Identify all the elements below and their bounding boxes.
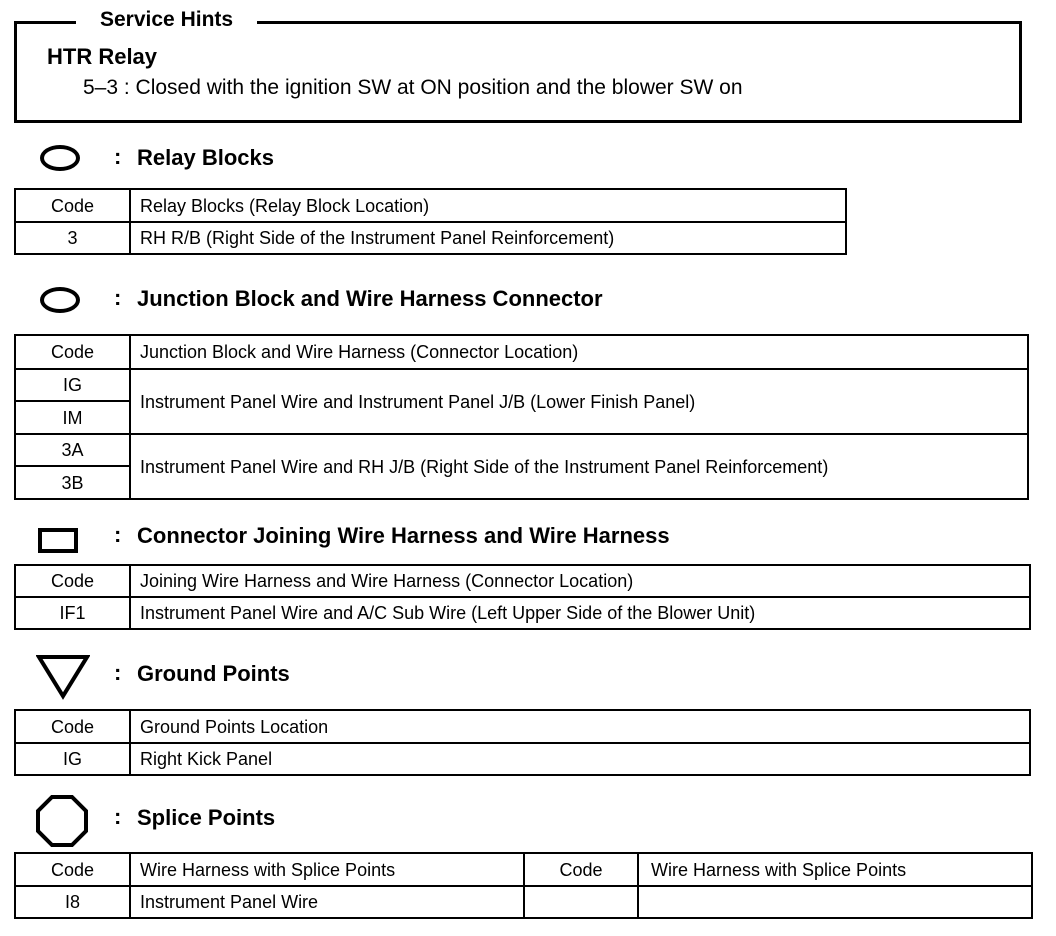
row-desc: Instrument Panel Wire and RH J/B (Right Side of the Instrument Panel Reinforcement) [130, 434, 1028, 499]
table-header-row [15, 710, 1030, 743]
header-code: Code [15, 565, 130, 597]
header-code: Code [15, 853, 130, 886]
section-colon: : [114, 285, 122, 310]
table-row [15, 434, 1028, 466]
row-desc-2 [638, 886, 1032, 918]
row-code: 3B [15, 466, 130, 499]
table-header-row [15, 565, 1030, 597]
header-code: Code [15, 189, 130, 222]
oval-icon [40, 287, 80, 313]
row-code-2 [524, 886, 638, 918]
row-code: IM [15, 401, 130, 434]
header-desc-2: Wire Harness with Splice Points [638, 853, 1032, 886]
header-desc: Ground Points Location [130, 710, 1030, 743]
header-desc: Junction Block and Wire Harness (Connector Location) [130, 335, 1028, 369]
connector-table [14, 564, 1031, 630]
section-colon: : [114, 144, 122, 169]
rectangle-icon [38, 528, 78, 553]
header-code: Code [15, 335, 130, 369]
table-header-row [15, 853, 1032, 886]
splice-points-table [14, 852, 1033, 919]
header-desc: Joining Wire Harness and Wire Harness (Connector Location) [130, 565, 1030, 597]
service-hints-box [14, 21, 1022, 123]
row-code: 3A [15, 434, 130, 466]
section-colon: : [114, 804, 122, 829]
junction-block-table [14, 334, 1029, 500]
relay-blocks-table [14, 188, 847, 255]
row-desc: Instrument Panel Wire and A/C Sub Wire (Left Upper Side of the Blower Unit) [130, 597, 1030, 629]
header-desc: Relay Blocks (Relay Block Location) [130, 189, 846, 222]
row-desc: Instrument Panel Wire [130, 886, 524, 918]
table-header-row [15, 335, 1028, 369]
table-row [15, 222, 846, 254]
header-code: Code [15, 710, 130, 743]
table-row [15, 886, 1032, 918]
junction-block-title: Junction Block and Wire Harness Connector [137, 286, 603, 311]
service-hints-legend: Service Hints [76, 7, 257, 33]
oval-icon [40, 145, 80, 171]
ground-points-title: Ground Points [137, 661, 290, 686]
row-code: 3 [15, 222, 130, 254]
row-code: IG [15, 369, 130, 401]
row-desc: RH R/B (Right Side of the Instrument Panel Reinforcement) [130, 222, 846, 254]
ground-points-table [14, 709, 1031, 776]
row-code: IF1 [15, 597, 130, 629]
header-desc: Wire Harness with Splice Points [130, 853, 524, 886]
row-desc: Right Kick Panel [130, 743, 1030, 775]
triangle-down-icon [36, 654, 90, 700]
section-colon: : [114, 660, 122, 685]
table-row [15, 369, 1028, 401]
section-colon: : [114, 522, 122, 547]
relay-blocks-title: Relay Blocks [137, 145, 274, 170]
table-header-row [15, 189, 846, 222]
connector-title: Connector Joining Wire Harness and Wire Harness [137, 523, 670, 548]
octagon-icon [35, 794, 89, 848]
row-code: I8 [15, 886, 130, 918]
service-hints-heading: HTR Relay [47, 44, 158, 69]
table-row [15, 743, 1030, 775]
header-code-2: Code [524, 853, 638, 886]
table-row [15, 597, 1030, 629]
splice-points-title: Splice Points [137, 805, 276, 830]
row-desc: Instrument Panel Wire and Instrument Panel J/B (Lower Finish Panel) [130, 369, 1028, 434]
service-hints-line: 5–3 : Closed with the ignition SW at ON position and the blower SW on [83, 76, 743, 99]
row-code: IG [15, 743, 130, 775]
